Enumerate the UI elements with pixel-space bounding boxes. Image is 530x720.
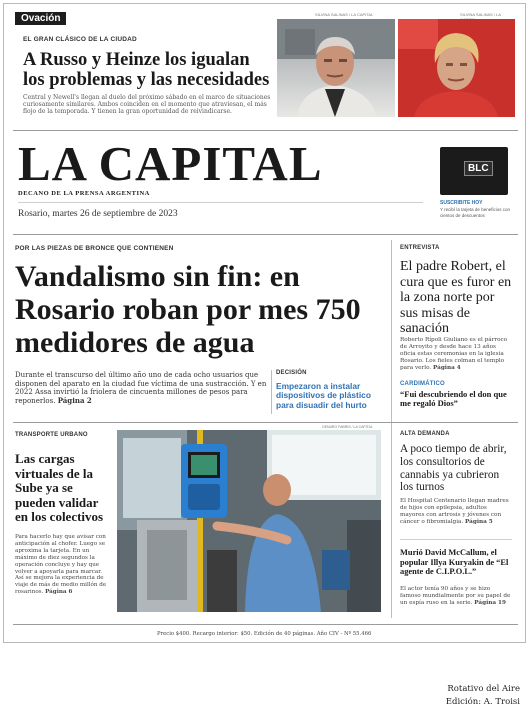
transport-kicker: TRANSPORTE URBANO bbox=[15, 432, 88, 438]
quote-headline[interactable]: “Fui descubriendo el don que me regaló Dios” bbox=[400, 389, 507, 409]
divider bbox=[13, 422, 518, 423]
coach-heinze-photo[interactable] bbox=[398, 19, 515, 117]
sube-summary bbox=[15, 534, 110, 596]
photo-credit: GENARO FABRIS / LA CAPITAL bbox=[322, 425, 373, 429]
subscribe-text: Y recibí la tarjeta de beneficios con cientos de descuentos bbox=[440, 207, 510, 218]
credit-line-2: Edición: A. Troisi bbox=[445, 697, 520, 707]
price-edition-line: Precio $400. Recargo interior: $50. Edición de 40 páginas. Año CIV - Nº 55.466 bbox=[157, 631, 372, 637]
quote-kicker: CARDIMÁTICO bbox=[400, 381, 445, 387]
banner-headline[interactable]: A Russo y Heinze los igualan los problemas y las necesidades bbox=[23, 50, 270, 90]
interview-kicker: ENTREVISTA bbox=[400, 245, 440, 251]
decision-headline[interactable]: Empezaron a instalar dispositivos de plástico para disuadir del hurto bbox=[276, 381, 371, 410]
banner-kicker: EL GRAN CLÁSICO DE LA CIUDAD bbox=[23, 36, 137, 43]
father-robert-headline[interactable]: El padre Robert, el cura que es furor en la zona norte por sus misas de sanación bbox=[400, 259, 512, 337]
banner-summary: Central y Newell's llegan al duelo del próximo sábado en el marco de situaciones curiosamente similares. Ambos coinciden en el momento que atraviesan, el más flojo de la temporada. Y tienen la gran oportunidad de reivindicarse. bbox=[23, 94, 271, 116]
coach-portrait-illustration bbox=[398, 19, 515, 117]
page-reference[interactable]: Página 4 bbox=[433, 365, 461, 371]
mccallum-text: El actor tenía 90 años y se hizo famoso mundialmente por su papel de un espía ruso en la serie. bbox=[400, 586, 511, 606]
column-divider bbox=[391, 240, 392, 618]
divider bbox=[400, 539, 512, 540]
cannabis-summary bbox=[400, 498, 512, 526]
cannabis-headline[interactable]: A poco tiempo de abrir, los consultorios de cannabis ya cubrieron los turnos bbox=[400, 443, 507, 494]
masthead-logo[interactable]: LA CAPITAL bbox=[18, 136, 323, 191]
father-robert-text: Roberto Rípoli Giuliano es el párroco de Arroyito y desde hace 13 años oficia estas ceremonias en la iglesia Rosario. Los fieles colman el templo para verlo. bbox=[400, 337, 508, 371]
main-headline[interactable]: Vandalismo sin fin: en Rosario roban por mes 750 medidores de agua bbox=[15, 260, 361, 359]
page-reference[interactable]: Página 6 bbox=[45, 589, 73, 596]
masthead-tagline: DECANO DE LA PRENSA ARGENTINA bbox=[18, 190, 150, 197]
page-reference[interactable]: Página 2 bbox=[57, 395, 92, 405]
page-reference[interactable]: Página 5 bbox=[465, 519, 493, 525]
bus-validator-photo[interactable] bbox=[117, 430, 381, 612]
coach-portrait-illustration bbox=[277, 19, 395, 117]
main-story-kicker: POR LAS PIEZAS DE BRONCE QUE CONTIENEN bbox=[15, 245, 174, 252]
sube-text: Para hacerlo hay que avisar con anticipación al chofer. Luego se aproxima la tarjeta. En un máximo de diez segundos la operación concluye y hay que volver a apoyarla para marcar. Así se mejora la experiencia de viaje de más de medio millón de rosarinos. bbox=[15, 534, 107, 596]
coach-russo-photo[interactable] bbox=[277, 19, 395, 117]
divider bbox=[271, 370, 272, 414]
blc-logo: BLC bbox=[464, 161, 493, 176]
subscribe-label[interactable]: SUSCRIBITE HOY bbox=[440, 200, 483, 206]
top-banner[interactable] bbox=[15, 12, 515, 124]
father-robert-summary bbox=[400, 337, 512, 372]
main-story-summary bbox=[15, 371, 270, 405]
subscription-card-ad[interactable] bbox=[440, 147, 508, 195]
section-tag: Ovación bbox=[15, 12, 66, 25]
cannabis-text: El Hospital Centenario llegan madres de hijos con epilepsia, adultos mayores con artrosis y jóvenes con cáncer o fibromialgia. bbox=[400, 498, 509, 525]
photo-credit: SILVINA SALINAS / LA bbox=[460, 12, 501, 17]
dateline: Rosario, martes 26 de septiembre de 2023 bbox=[18, 209, 178, 219]
divider bbox=[13, 234, 518, 235]
page-reference[interactable]: Página 19 bbox=[474, 600, 506, 606]
decision-kicker: DECISIÓN bbox=[276, 370, 307, 376]
main-story-text: Durante el transcurso del último año uno de cada ocho usuarios que disponen del aparato en la ciudad fue víctima de una sustracción. Y en 2022 Assa invirtió la friolera de cincuenta millones de pesos para reponerlos. bbox=[15, 371, 267, 405]
divider bbox=[18, 202, 423, 203]
mccallum-summary bbox=[400, 586, 512, 607]
credit-line-1: Rotativo del Aire bbox=[447, 684, 520, 694]
high-demand-kicker: ALTA DEMANDA bbox=[400, 431, 450, 437]
newspaper-front-page bbox=[3, 3, 526, 643]
photo-credit: SILVINA SALINAS / LA CAPITAL bbox=[315, 12, 374, 17]
mccallum-headline[interactable]: Murió David McCallum, el popular Illya Kuryakin de “El agente de C.I.P.O.L.” bbox=[400, 548, 509, 576]
divider bbox=[13, 624, 518, 625]
bus-interior-illustration bbox=[117, 430, 381, 612]
sube-headline[interactable]: Las cargas virtuales de la Sube ya se pueden validar en los colectivos bbox=[15, 451, 104, 524]
divider bbox=[13, 130, 518, 131]
